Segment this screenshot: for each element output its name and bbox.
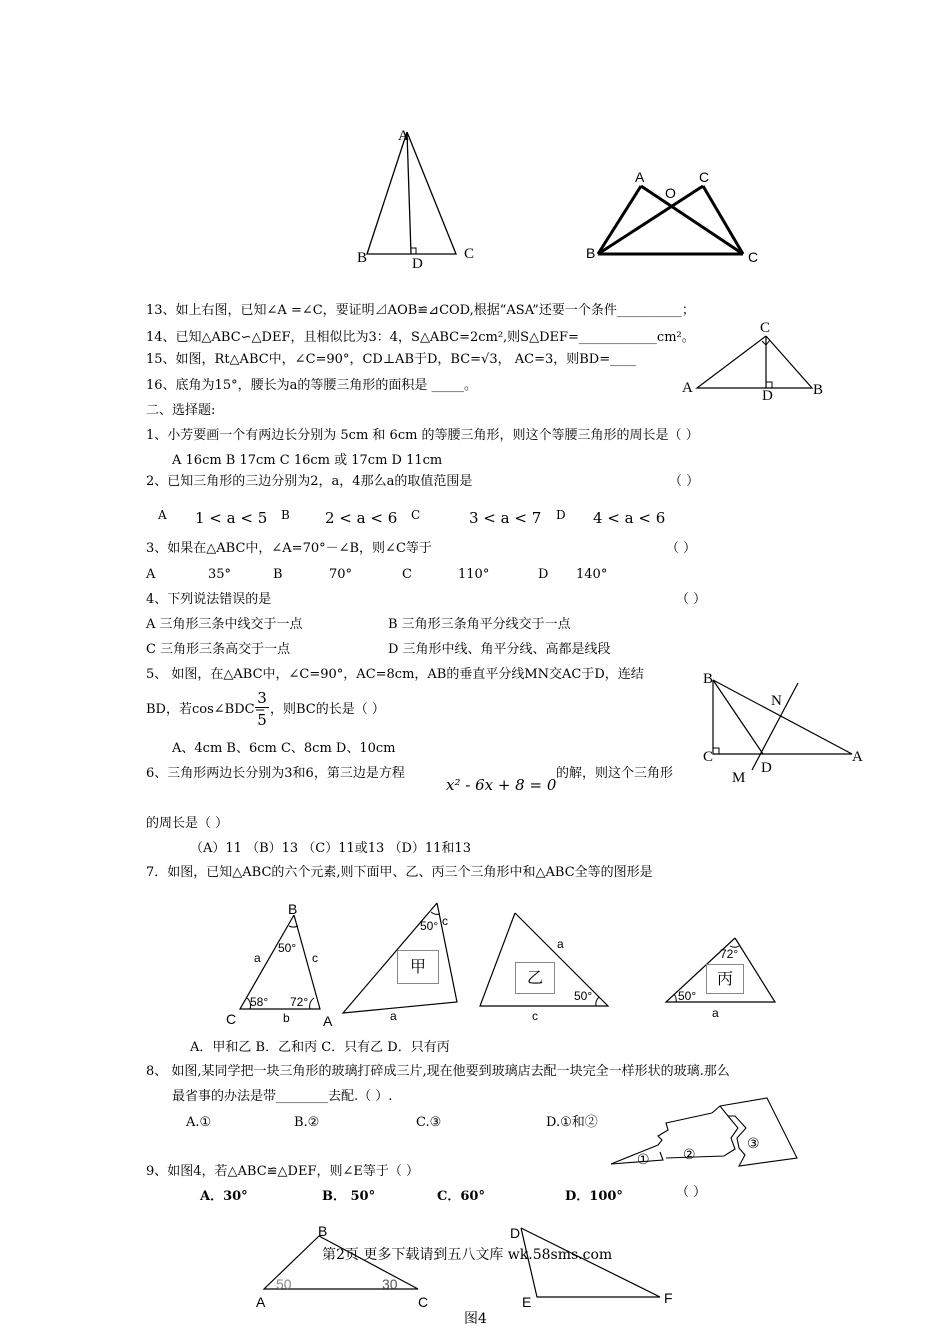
angle-72-7: 72° — [290, 995, 309, 1009]
question-16: 16、底角为15°，腰长为a的等腰三角形的面积是 _____。 — [146, 378, 477, 393]
label-C-3: C — [760, 320, 771, 336]
piece-2-label: ② — [683, 1146, 696, 1162]
label-A-3: A — [682, 380, 693, 396]
question-15: 15、如图，Rt△ABC中，∠C=90°，CD⊥AB于D，BC=√3， AC=3，则BD=____ — [146, 352, 637, 367]
label-C-9: C — [418, 1294, 429, 1310]
choice-3-label-d: D — [538, 567, 549, 582]
choice-2-label-d: D — [556, 508, 566, 522]
choice-3-label-a: A — [146, 567, 156, 582]
side-a-7: a — [254, 951, 261, 965]
choice-4-option-a: A 三角形三条中线交于一点 — [146, 617, 303, 632]
choice-9-option-a: A．30° — [200, 1189, 248, 1204]
choice-1-options: A 16cm B 17cm C 16cm 或 17cm D 11cm — [172, 453, 443, 468]
label-C-5: C — [703, 749, 714, 765]
angle-50-7: 50° — [278, 941, 297, 955]
side-a-yi: a — [557, 937, 564, 951]
label-M-5: M — [732, 770, 746, 786]
side-a-bing: a — [712, 1006, 719, 1020]
label-D-1: D — [412, 256, 423, 272]
piece-3-label: ③ — [747, 1135, 760, 1151]
label-B-1: B — [357, 250, 368, 266]
label-N-5: N — [771, 693, 782, 709]
side-c-7: c — [312, 951, 318, 965]
label-A-1: A — [398, 128, 409, 144]
label-C-7: C — [226, 1011, 237, 1027]
angle-58-7: 58° — [250, 995, 269, 1009]
choice-7-question: 7．如图，已知△ABC的六个元素,则下面甲、乙、丙三个三角形中和△ABC全等的图形是 — [146, 865, 653, 880]
label-F-9: F — [664, 1290, 673, 1306]
label-jia: 甲 — [397, 950, 439, 984]
label-yi: 乙 — [515, 962, 555, 994]
choice-2-option-c: 3 < a < 7 — [469, 509, 542, 527]
label-bing: 丙 — [706, 964, 744, 994]
figure-perpendicular-bisector — [713, 680, 852, 770]
label-D-5: D — [761, 760, 772, 776]
fraction-bar — [255, 707, 269, 708]
fraction-denominator: 5 — [257, 711, 267, 729]
choice-5-question-line2b: ，则BC的长是（ ） — [270, 702, 385, 717]
choice-9-paren: （ ） — [676, 1185, 707, 1200]
figure-right-triangle-15 — [697, 336, 812, 388]
choice-3-option-b: 70° — [329, 567, 353, 582]
side-b-7: b — [283, 1011, 290, 1025]
choice-5-question-line1: 5、 如图，在△ABC中，∠C=90°，AC=8cm，AB的垂直平分线MN交AC于D，连结 — [146, 667, 644, 682]
angle-50-9: 50 — [276, 1276, 292, 1292]
label-A-2: A — [635, 169, 645, 185]
choice-3-label-b: B — [273, 567, 283, 582]
choice-9-question: 9、如图4，若△ABC≌△DEF，则∠E等于（ ） — [146, 1164, 420, 1179]
label-D-3: D — [762, 388, 773, 404]
angle-72-bing: 72° — [720, 947, 739, 961]
label-C-1: C — [464, 246, 475, 262]
choice-9-option-b: B． 50° — [322, 1189, 376, 1204]
piece-1-label: ① — [637, 1151, 650, 1167]
choice-8-option-d: D.①和② — [546, 1115, 598, 1130]
choice-3-question: 3、如果在△ABC中，∠A=70°－∠B，则∠C等于 — [146, 541, 432, 556]
choice-3-option-a: 35° — [208, 567, 232, 582]
choice-7-options: A．甲和乙 B．乙和丙 C．只有乙 D．只有丙 — [190, 1040, 450, 1055]
choice-4-option-b: B 三角形三条角平分线交于一点 — [388, 617, 571, 632]
choice-4-option-c: C 三角形三条高交于一点 — [146, 642, 291, 657]
label-C-2b: C — [748, 249, 759, 265]
choice-8-option-a: A.① — [186, 1115, 212, 1130]
choice-2-question: 2、已知三角形的三边分别为2，a，4那么a的取值范围是 — [146, 474, 473, 489]
label-B-3: B — [813, 382, 824, 398]
label-B-2: B — [586, 245, 596, 261]
choice-3-paren: （ ） — [666, 541, 697, 556]
label-B-9: B — [318, 1223, 328, 1239]
figure-isosceles-triangle — [367, 132, 456, 254]
label-B-5: B — [703, 671, 714, 687]
choice-2-label-a: A — [158, 508, 167, 522]
label-A-9: A — [256, 1294, 266, 1310]
choice-8-question-line1: 8、 如图,某同学把一块三角形的玻璃打碎成三片,现在他要到玻璃店去配一块完全一样形状的玻璃.那么 — [146, 1064, 730, 1079]
label-B-7: B — [288, 901, 298, 917]
choice-4-option-d: D 三角形中线、角平分线、高都是线段 — [388, 642, 611, 657]
choice-2-option-b: 2 < a < 6 — [325, 509, 398, 527]
fraction-numerator: 3 — [257, 689, 267, 707]
choice-6-equation: x² - 6x + 8 = 0 — [446, 776, 557, 794]
choice-1-question: 1、小芳要画一个有两边长分别为 5cm 和 6cm 的等腰三角形，则这个等腰三角形的周长是（ ） — [146, 428, 699, 443]
choice-6-options: （A）11 （B）13 （C）11或13 （D）11和13 — [190, 841, 471, 856]
label-A-7: A — [323, 1013, 333, 1029]
side-c-yi: c — [532, 1009, 538, 1023]
angle-30-9: 30 — [382, 1276, 398, 1292]
choice-4-question: 4、下列说法错误的是 — [146, 592, 272, 607]
choice-2-option-a: 1 < a < 5 — [195, 509, 268, 527]
label-A-5: A — [852, 749, 863, 765]
choice-3-label-c: C — [402, 567, 412, 582]
choice-2-label-c: C — [411, 508, 421, 522]
question-14: 14、已知△ABC∽△DEF，且相似比为3：4，S△ABC=2cm²,则S△DEF=____________cm²。 — [146, 330, 695, 345]
choice-8-option-c: C.③ — [416, 1115, 442, 1130]
choice-6-question-line2: 的周长是（ ） — [146, 816, 229, 831]
side-c-jia: c — [442, 914, 448, 928]
choice-9-option-d: D．100° — [565, 1189, 623, 1204]
figure-4-caption: 图4 — [464, 1311, 487, 1327]
choice-5-options: A、4cm B、6cm C、8cm D、10cm — [172, 741, 396, 756]
side-a-jia: a — [390, 1009, 397, 1023]
choice-2-option-d: 4 < a < 6 — [593, 509, 666, 527]
label-E-9: E — [522, 1294, 532, 1310]
choice-3-option-d: 140° — [576, 567, 608, 582]
choice-8-option-b: B.② — [294, 1115, 320, 1130]
choice-9-option-c: C．60° — [437, 1189, 485, 1204]
choice-8-question-line2: 最省事的办法是带________去配.（ ）. — [172, 1089, 393, 1104]
label-D-9: D — [510, 1225, 521, 1241]
choice-5-question-line2: BD，若cos∠BDC= — [146, 702, 266, 717]
label-O-2: O — [665, 185, 676, 201]
page-footer: 第2页 更多下载请到五八文库 wk.58sms.com — [322, 1247, 613, 1263]
section-title-choice: 二、选择题: — [146, 403, 216, 418]
question-13: 13、如上右图，已知∠A =∠C，要证明⊿AOB≌⊿COD,根据“ASA”还要一个条件__________； — [146, 303, 695, 318]
choice-6-question-line1: 6、三角形两边长分别为3和6，第三边是方程 — [146, 766, 405, 781]
label-C-2a: C — [699, 169, 710, 185]
choice-2-paren: （ ） — [669, 474, 700, 489]
choice-2-label-b: B — [281, 508, 290, 522]
choice-3-option-c: 110° — [458, 567, 490, 582]
angle-50-jia: 50° — [420, 919, 439, 933]
choice-6-question-line1b: 的解，则这个三角形 — [556, 766, 674, 781]
choice-4-paren: （ ） — [676, 592, 707, 607]
angle-50-yi: 50° — [574, 989, 593, 1003]
angle-50-bing: 50° — [678, 989, 697, 1003]
